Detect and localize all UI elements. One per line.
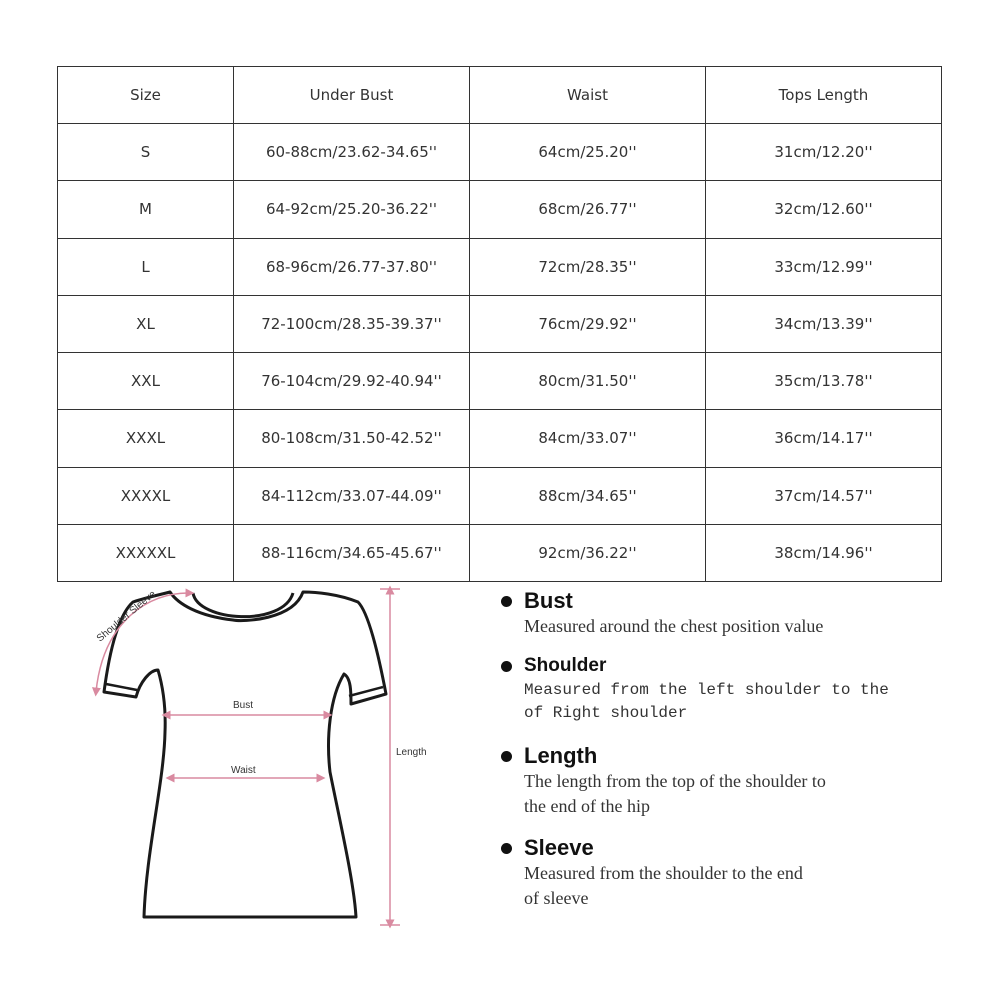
legend-item-sleeve bbox=[498, 835, 938, 911]
table-row bbox=[58, 353, 942, 410]
table-row bbox=[58, 124, 942, 181]
table-row bbox=[58, 238, 942, 295]
cell-under-bust: 84-112cm/33.07-44.09'' bbox=[234, 467, 470, 524]
cell-size: L bbox=[58, 238, 234, 295]
length-label: Length bbox=[396, 747, 427, 758]
table-row bbox=[58, 467, 942, 524]
bullet-icon bbox=[501, 843, 512, 854]
legend-desc-length-line1: The length from the top of the shoulder to bbox=[524, 771, 826, 791]
waist-label: Waist bbox=[231, 765, 256, 776]
legend-title-sleeve: Sleeve bbox=[524, 835, 594, 860]
cell-size: XXXL bbox=[58, 410, 234, 467]
cell-waist: 88cm/34.65'' bbox=[470, 467, 706, 524]
cell-waist: 64cm/25.20'' bbox=[470, 124, 706, 181]
legend-title-length: Length bbox=[524, 743, 598, 768]
bullet-icon bbox=[501, 661, 512, 672]
table-header-row bbox=[58, 67, 942, 124]
cell-waist: 84cm/33.07'' bbox=[470, 410, 706, 467]
table-row bbox=[58, 410, 942, 467]
cell-tops-length: 36cm/14.17'' bbox=[706, 410, 942, 467]
cell-size: M bbox=[58, 181, 234, 238]
bullet-icon bbox=[501, 751, 512, 762]
cell-size: XXXXL bbox=[58, 467, 234, 524]
cell-waist: 72cm/28.35'' bbox=[470, 238, 706, 295]
cell-tops-length: 34cm/13.39'' bbox=[706, 295, 942, 352]
header-tops-length: Tops Length bbox=[706, 67, 942, 124]
cell-under-bust: 68-96cm/26.77-37.80'' bbox=[234, 238, 470, 295]
cell-size: S bbox=[58, 124, 234, 181]
legend-title-bust: Bust bbox=[524, 588, 573, 613]
tshirt-diagram bbox=[78, 582, 448, 932]
cell-waist: 92cm/36.22'' bbox=[470, 524, 706, 581]
table-row bbox=[58, 295, 942, 352]
legend-desc-bust: Measured around the chest position value bbox=[524, 616, 824, 636]
cell-size: XXL bbox=[58, 353, 234, 410]
cell-under-bust: 76-104cm/29.92-40.94'' bbox=[234, 353, 470, 410]
legend-item-length bbox=[498, 743, 938, 819]
cell-tops-length: 35cm/13.78'' bbox=[706, 353, 942, 410]
cell-tops-length: 38cm/14.96'' bbox=[706, 524, 942, 581]
legend-title-shoulder: Shoulder bbox=[524, 655, 607, 676]
shoulder-sleeve-label: Shoulder Sleeve bbox=[94, 588, 159, 645]
cell-under-bust: 64-92cm/25.20-36.22'' bbox=[234, 181, 470, 238]
cell-waist: 80cm/31.50'' bbox=[470, 353, 706, 410]
cell-under-bust: 60-88cm/23.62-34.65'' bbox=[234, 124, 470, 181]
header-waist: Waist bbox=[470, 67, 706, 124]
bust-label: Bust bbox=[233, 700, 254, 711]
legend-desc-length-line2: the end of the hip bbox=[524, 796, 650, 816]
legend-item-bust bbox=[498, 588, 938, 639]
tshirt-outline bbox=[104, 592, 386, 917]
cell-under-bust: 72-100cm/28.35-39.37'' bbox=[234, 295, 470, 352]
legend-desc-shoulder-line1: Measured from the left shoulder to the bbox=[524, 681, 889, 699]
measurement-legend bbox=[498, 588, 938, 925]
cell-under-bust: 80-108cm/31.50-42.52'' bbox=[234, 410, 470, 467]
cell-waist: 68cm/26.77'' bbox=[470, 181, 706, 238]
cell-tops-length: 32cm/12.60'' bbox=[706, 181, 942, 238]
size-chart-table bbox=[57, 66, 942, 582]
cell-tops-length: 37cm/14.57'' bbox=[706, 467, 942, 524]
cell-waist: 76cm/29.92'' bbox=[470, 295, 706, 352]
cell-size: XXXXXL bbox=[58, 524, 234, 581]
header-size: Size bbox=[58, 67, 234, 124]
cell-tops-length: 33cm/12.99'' bbox=[706, 238, 942, 295]
legend-desc-sleeve-line2: of sleeve bbox=[524, 888, 589, 908]
cell-under-bust: 88-116cm/34.65-45.67'' bbox=[234, 524, 470, 581]
header-under-bust: Under Bust bbox=[234, 67, 470, 124]
cell-size: XL bbox=[58, 295, 234, 352]
bullet-icon bbox=[501, 596, 512, 607]
table-row bbox=[58, 524, 942, 581]
legend-desc-shoulder-line2: of Right shoulder bbox=[524, 704, 688, 722]
cell-tops-length: 31cm/12.20'' bbox=[706, 124, 942, 181]
table-row bbox=[58, 181, 942, 238]
legend-item-shoulder bbox=[498, 653, 938, 725]
legend-desc-sleeve-line1: Measured from the shoulder to the end bbox=[524, 863, 803, 883]
